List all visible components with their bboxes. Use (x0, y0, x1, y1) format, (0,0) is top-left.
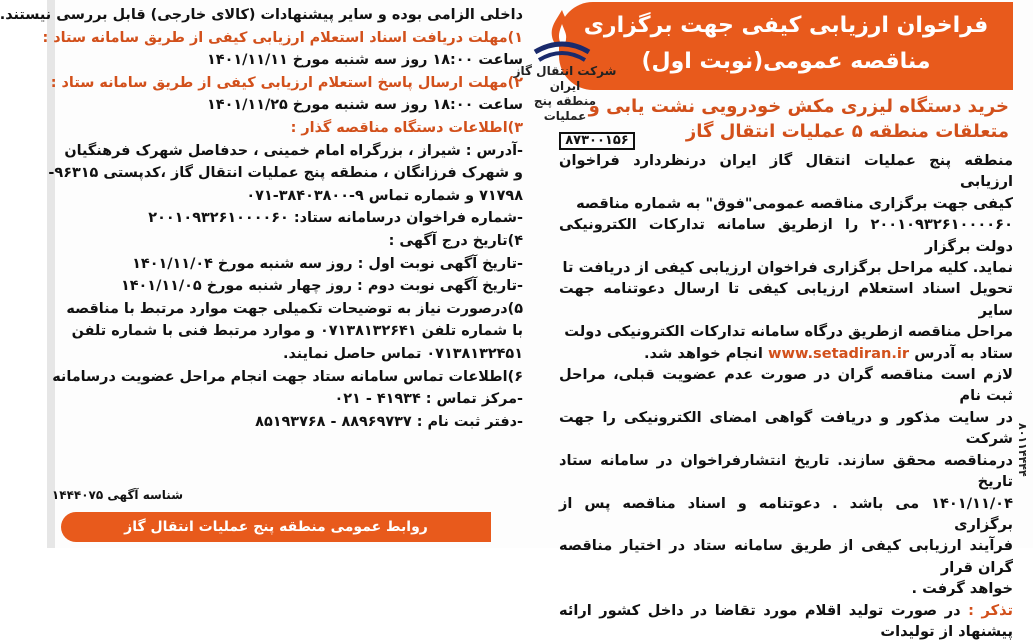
left-row: ۷۱۷۹۸ و شماره تماس ۹-۳۸۴۰۳۸۰۰-۰۷۱ (246, 187, 523, 204)
body-line: ۱۴۰۱/۱۱/۰۴ می باشد . دعوتنامه و اسناد مناقصه پس از برگزاری (559, 494, 1013, 533)
logo-text-line-2: منطقه پنج عملیات (533, 94, 597, 123)
footer-banner: روابط عمومی منطقه پنج عملیات انتقال گاز (61, 512, 491, 542)
left-column (0, 4, 523, 510)
body-line: نماید. کلیه مراحل برگزاری فراخوان ارزیابی کیفی از دریافت تا (562, 259, 1013, 277)
left-row: ۰۷۱۳۸۱۳۲۴۵۱ تماس حاصل نمایند. (282, 345, 523, 362)
company-logo (505, 0, 625, 150)
left-row: ۶)اطلاعات تماس سامانه ستاد جهت انجام مراحل عضویت درسامانه (52, 368, 523, 385)
body-line: تحویل اسناد استعلام ارزیابی کیفی تا ارسال دعوتنامه جهت سایر (559, 280, 1013, 319)
note-text: در صورت تولید اقلام مورد تقاضا در داخل کشور ارائه پیشنهاد از تولیدات (559, 601, 1013, 640)
website-link[interactable]: www.setadiran.ir (768, 344, 910, 362)
body-line: ۲۰۰۱۰۹۳۲۶۱۰۰۰۰۶۰ را ازطریق سامانه تدارکات الکترونیکی دولت برگزار (559, 216, 1013, 255)
subject-line-1: خرید دستگاه لیزری مکش خودرویی نشت یابی و (588, 96, 1009, 117)
body-line: کیفی جهت برگزاری مناقصه عمومی"فوق" به شماره مناقصه (576, 194, 1013, 212)
left-row: داخلی الزامی بوده و سایر پیشنهادات (کالای خارجی) قابل بررسی نیستند. (0, 7, 523, 23)
left-row: -شماره فراخوان درسامانه ستاد: ۲۰۰۱۰۹۳۲۶۱۰۰۰۰۶۰ (148, 210, 523, 227)
left-row: ۴)تاریخ درج آگهی : (388, 232, 523, 249)
body-line: مراحل مناقصه ازطریق درگاه سامانه تدارکات الکترونیکی دولت (564, 323, 1013, 341)
left-row: -دفتر ثبت نام : ۸۸۹۶۹۷۳۷ - ۸۵۱۹۳۷۶۸ (255, 413, 523, 430)
body-line: درمناقصه محقق سازند. تاریخ انتشارفراخوان در سامانه ستاد تاریخ (559, 451, 1013, 491)
note-line (559, 600, 1013, 642)
left-row: ساعت ۱۸:۰۰ روز سه شنبه مورخ ۱۴۰۱/۱۱/۲۵ (207, 97, 523, 114)
ad-id: شناسه آگهی ۱۴۴۴۰۷۵ (51, 488, 183, 502)
left-row-heading: ۳)اطلاعات دستگاه مناقصه گذار : (290, 119, 523, 136)
side-code: ۸۰۱۱۴۴۴۴ (1016, 423, 1029, 477)
subject-line-2: متعلقات منطقه ۵ عملیات انتقال گاز (685, 121, 1009, 142)
body-line: فرآیند ارزیابی کیفی از طریق سامانه ستاد در اختیار مناقصه گران قرار (559, 537, 1013, 576)
note-label: تذکر : (968, 601, 1013, 619)
title-line-1: فراخوان ارزیابی کیفی جهت برگزاری (583, 13, 989, 38)
left-row: با شماره تلفن ۰۷۱۳۸۱۳۲۶۴۱ و موارد مرتبط فنی با شماره تلفن (71, 323, 523, 340)
left-row: -تاریخ آگهی نوبت دوم : روز چهار شنبه مورخ ۱۴۰۱/۱۱/۰۵ (120, 278, 523, 295)
website-prefix: ستاد به آدرس (914, 344, 1013, 362)
left-row: -مرکز تماس : ۴۱۹۳۴ - ۰۲۱ (334, 391, 523, 408)
body-line: در سایت مذکور و دریافت گواهی امضای الکترونیکی را جهت شرکت (559, 408, 1013, 448)
left-row: ساعت ۱۸:۰۰ روز سه شنبه مورخ ۱۴۰۱/۱۱/۱۱ (207, 52, 523, 69)
logo-text-line-1: شرکت انتقال گاز ایران (513, 64, 617, 93)
left-row-heading: ۱)مهلت دریافت اسناد استعلام ارزیابی کیفی از طریق سامانه ستاد : (42, 29, 523, 46)
flame-icon (525, 6, 599, 64)
body-line: خواهد گرفت . (911, 580, 1013, 598)
logo-text (511, 64, 619, 124)
ad-number: ۸۷۳۰۰۱۵۶ (559, 132, 635, 150)
left-row-heading: ۲)مهلت ارسال پاسخ استعلام ارزیابی کیفی از طریق سامانه ستاد : (50, 74, 523, 91)
left-row: و شهرک فرزانگان ، منطقه پنج عملیات انتقال گاز ،کدپستی ۹۶۳۱۵- (48, 165, 523, 182)
left-row: -آدرس : شیراز ، بزرگراه امام خمینی ، حدفاصل شهرک فرهنگیان (64, 142, 523, 159)
title-banner (559, 2, 1013, 90)
body-line-website (559, 343, 1013, 364)
left-row: ۵)درصورت نیاز به توضیحات تکمیلی جهت موارد مرتبط با مناقصه (66, 300, 523, 317)
body-line: لازم است مناقصه گران در صورت عدم عضویت قبلی، مراحل ثبت نام (559, 366, 1013, 405)
body-line: منطقه پنج عملیات انتقال گاز ایران درنظردارد فراخوان ارزیابی (559, 152, 1013, 191)
title-line-2: مناقصه عمومی(نوبت اول) (641, 49, 931, 74)
right-column (559, 0, 1013, 640)
left-row: -تاریخ آگهی نوبت اول : روز سه شنبه مورخ ۱۴۰۱/۱۱/۰۴ (132, 255, 523, 272)
body-text (559, 150, 1013, 642)
website-suffix: انجام خواهد شد. (644, 344, 763, 362)
